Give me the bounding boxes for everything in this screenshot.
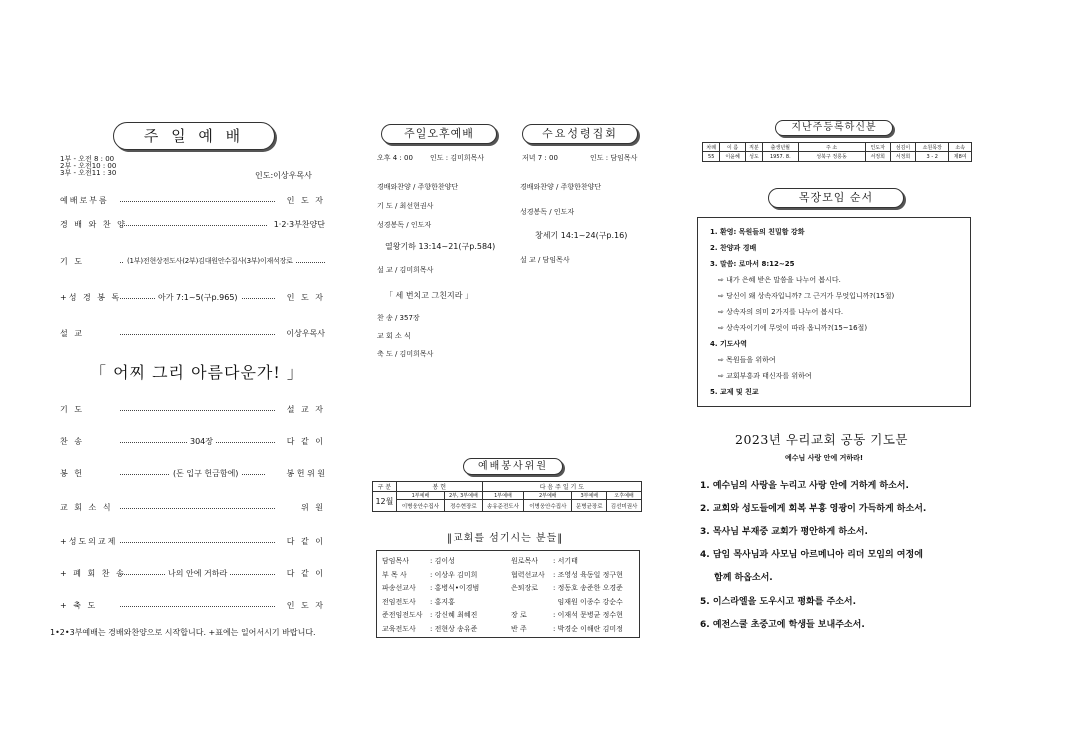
order-label: 설 교 <box>60 329 84 338</box>
table-subheader: 2부, 3부예배 <box>445 492 483 500</box>
prayer-item: 6. 예전스쿨 초중고에 학생들 보내주소서. <box>700 620 865 630</box>
afternoon-sermon-title: 「 세 번치고 그친지라 」 <box>385 291 473 300</box>
staff-entry: 담임목사 : 김이성 <box>382 557 455 565</box>
table-header: 봉 헌 <box>396 482 482 492</box>
order-row <box>60 195 325 207</box>
order-label: +성도의교제 <box>60 537 118 546</box>
table-header: 소원목장 <box>916 143 949 152</box>
order-right: 위 원 <box>298 502 325 513</box>
order-right: 인 도 자 <box>284 600 325 611</box>
order-mid: (1부)전현상전도사(2부)김대원안수집사(3부)이재석장로 <box>124 256 296 266</box>
list-item: ⇨ 당신이 왜 상속자입니까? 그 근거가 무엇입니까?(15절) <box>718 292 895 300</box>
staff-entry: 원로목사 : 서기태 <box>511 557 578 565</box>
wednesday-item: 설 교 / 담임목사 <box>520 256 570 264</box>
order-right: 인 도 자 <box>284 292 325 303</box>
order-mid: 나의 안에 거하라 <box>165 568 230 579</box>
cell-meeting-title: 목장모임 순서 <box>768 188 904 208</box>
worship-schedule <box>60 156 116 177</box>
order-right: 인 도 자 <box>284 195 325 206</box>
order-mid: (돈 입구 헌금함에) <box>170 468 241 479</box>
table-subheader: 1부예배 <box>482 492 523 500</box>
list-item: ⇨ 내가 은혜 받은 말씀을 나누어 봅시다. <box>718 276 841 284</box>
wednesday-service-title: 수요성령집회 <box>522 124 638 144</box>
afternoon-item: 찬 송 / 357장 <box>377 314 420 322</box>
table-header: 출생년월 <box>763 143 798 152</box>
afternoon-item: 경배와찬양 / 주향한찬양단 <box>377 183 459 191</box>
list-item: 2. 찬양과 경배 <box>710 244 757 252</box>
order-right: 다 같 이 <box>284 568 325 579</box>
schedule-line: 1부 - 오전 8 : 00 <box>60 155 115 163</box>
staff-entry: 반 주 : 박경순 이해란 김미정 <box>511 624 623 633</box>
table-cell: 3 - 2 <box>916 152 949 162</box>
prayer-item: 함께 하옵소서. <box>714 573 773 583</box>
order-label: 기 도 <box>60 405 84 414</box>
wednesday-scripture: 창세기 14:1~24(구p.16) <box>535 231 628 240</box>
order-row <box>60 292 325 304</box>
table-cell: 송유준전도사 <box>482 500 523 512</box>
order-right: 1·2·3부찬양단 <box>271 219 325 230</box>
table-cell: 문병균장로 <box>572 500 607 512</box>
staff-entry: 준전임전도사 : 강신혜 최혜진 <box>382 611 478 619</box>
order-right: 봉 헌 위 원 <box>283 468 325 479</box>
order-label: + 축 도 <box>60 601 98 610</box>
staff-entry: 전임전도사 : 홍지홍 <box>382 597 455 606</box>
wednesday-item: 경배와찬양 / 주향한찬양단 <box>520 183 602 191</box>
order-label: 봉 헌 <box>60 469 84 478</box>
table-cell: 이병웅안수집사 <box>524 500 572 512</box>
prayer-subtitle: 예수님 사랑 안에 거하라! <box>785 454 864 462</box>
staff-left-list <box>382 555 507 636</box>
order-row <box>60 568 325 580</box>
afternoon-item: 성경봉독 / 인도자 <box>377 221 432 229</box>
order-label: +성 경 봉 독 <box>60 293 122 302</box>
list-item: 1. 환영: 목원들의 친밀함 강화 <box>710 228 805 236</box>
order-row <box>60 600 325 612</box>
list-item: ⇨ 상속자의 의미 2가지를 나누어 봅시다. <box>718 308 844 316</box>
table-cell: 1957. 8. <box>763 152 798 162</box>
service-committee-title: 예배봉사위원 <box>463 458 563 475</box>
staff-entry: 파송선교사 : 홍병식•이경범 <box>382 584 480 592</box>
staff-right-list <box>511 555 638 636</box>
prayer-item: 3. 목사님 부재중 교회가 평안하게 하소서. <box>700 527 868 537</box>
table-header: 차례 <box>703 143 720 152</box>
order-label: 경 배 와 찬 양 <box>60 220 127 229</box>
table-cell: 55 <box>703 152 720 162</box>
table-cell: 이윤혜 <box>720 152 745 162</box>
staff-entry: 임재원 이종수 강순수 <box>557 597 623 606</box>
staff-entry: 장 로 : 이재석 문병균 정수현 <box>511 611 623 619</box>
staff-entry: 은퇴장로 : 정동호 송준한 오경준 <box>511 584 623 592</box>
schedule-line: 2부 - 오전10 : 00 <box>60 162 117 170</box>
table-header: 다 음 주 일 기 도 <box>482 482 641 492</box>
order-row <box>60 219 325 231</box>
prayer-item: 2. 교회와 성도들에게 회복 부흥 영광이 가득하게 하소서. <box>700 504 927 514</box>
afternoon-worship-title: 주일오후예배 <box>381 124 497 144</box>
table-cell: 제8여 <box>949 152 972 162</box>
afternoon-scripture: 열왕기하 13:14~21(구p.584) <box>385 242 496 251</box>
prayer-item: 5. 이스라엘을 도우시고 평화를 주소서. <box>700 597 857 607</box>
order-row <box>60 502 325 514</box>
order-row <box>60 468 325 480</box>
afternoon-leader: 인도 : 김미희목사 <box>430 154 485 162</box>
order-label: 교 회 소 식 <box>60 503 113 512</box>
order-label: + 폐 회 찬 송 <box>60 569 126 578</box>
afternoon-item: 기 도 / 최선현권사 <box>377 202 434 210</box>
table-cell: 서정희 <box>890 152 915 162</box>
wednesday-time: 저녁 7 : 00 <box>522 154 558 162</box>
afternoon-time: 오후 4 : 00 <box>377 154 413 162</box>
table-cell: 성북구 정릉동 <box>798 152 865 162</box>
table-header: 인도자 <box>865 143 890 152</box>
sermon-title: 「 어찌 그리 아름다운가! 」 <box>90 363 304 382</box>
list-item: 4. 기도사역 <box>710 340 748 348</box>
prayer-item: 4. 담임 목사님과 사모님 아르메니아 리더 모임의 여정에 <box>700 550 923 560</box>
worship-leader: 인도:이상우목사 <box>255 171 312 180</box>
afternoon-item: 설 교 / 김미희목사 <box>377 266 434 274</box>
service-committee-table <box>372 481 642 512</box>
staff-entry: 교육전도사 : 전현상 송유준 <box>382 624 478 633</box>
table-cell: 김선미권사 <box>607 500 642 512</box>
order-row <box>60 404 325 416</box>
order-right: 설 교 자 <box>284 404 325 415</box>
list-item: ⇨ 상속자이기에 무엇이 따라 옵니까?(15~16절) <box>718 324 868 332</box>
order-label: 찬 송 <box>60 437 84 446</box>
staff-title: ‖교회를 섬기시는 분들‖ <box>447 533 564 544</box>
order-mid: 304장 <box>187 436 216 447</box>
wednesday-leader: 인도 : 담임목사 <box>590 154 638 162</box>
order-row <box>60 436 325 448</box>
table-header: 섬김이 <box>890 143 915 152</box>
list-item: ⇨ 교회부흥과 태신자를 위하여 <box>718 372 812 380</box>
table-cell: 정수현장로 <box>445 500 483 512</box>
table-header: 이 름 <box>720 143 745 152</box>
order-mid: 아가 7:1~5(구p.965) <box>155 292 241 303</box>
table-subheader: 오후예배 <box>607 492 642 500</box>
order-right: 이상우목사 <box>283 328 325 339</box>
order-label: 기 도 <box>60 257 84 266</box>
month-cell: 12월 <box>373 492 397 512</box>
list-item: ⇨ 목원들을 위하여 <box>718 356 776 364</box>
afternoon-item: 축 도 / 김미희목사 <box>377 350 434 358</box>
table-cell: 서정희 <box>865 152 890 162</box>
table-cell: 성도 <box>745 152 762 162</box>
list-item: 5. 교제 및 친교 <box>710 388 759 396</box>
table-subheader: 2부예배 <box>524 492 572 500</box>
order-row <box>60 256 325 268</box>
prayer-item: 1. 예수님의 사랑을 누리고 사랑 안에 거하게 하소서. <box>700 481 909 491</box>
table-subheader: 3부예배 <box>572 492 607 500</box>
prayer-list <box>700 478 926 640</box>
worship-note: 1•2•3부예배는 경배와찬양으로 시작합니다. +표에는 일어서시기 바랍니다. <box>50 628 316 637</box>
wednesday-item: 성경봉독 / 인도자 <box>520 208 575 216</box>
table-header: 구 분 <box>373 482 397 492</box>
staff-entry: 협력선교사 : 조영성 육동일 정구현 <box>511 570 623 579</box>
table-header: 주 소 <box>798 143 865 152</box>
order-right: 다 같 이 <box>284 536 325 547</box>
table-header: 직분 <box>745 143 762 152</box>
newcomer-table <box>702 142 972 162</box>
staff-entry: 부 목 사 : 이상우 김미희 <box>382 570 478 579</box>
cell-meeting-list <box>710 224 894 400</box>
table-cell: 이병웅안수집사 <box>396 500 444 512</box>
order-row <box>60 536 325 548</box>
prayer-title: 2023년 우리교회 공동 기도문 <box>735 432 908 447</box>
schedule-line: 3부 - 오전11 : 30 <box>60 169 117 177</box>
order-label: 예배로부름 <box>60 196 109 205</box>
newcomer-title: 지난주등록하신분 <box>775 120 893 136</box>
order-right: 다 같 이 <box>284 436 325 447</box>
afternoon-item: 교 회 소 식 <box>377 332 411 340</box>
order-row <box>60 328 325 340</box>
table-subheader: 1부예배 <box>396 492 444 500</box>
list-item: 3. 말씀: 로마서 8:12~25 <box>710 260 795 268</box>
table-header: 소속 <box>949 143 972 152</box>
main-worship-title: 주 일 예 배 <box>113 122 275 150</box>
